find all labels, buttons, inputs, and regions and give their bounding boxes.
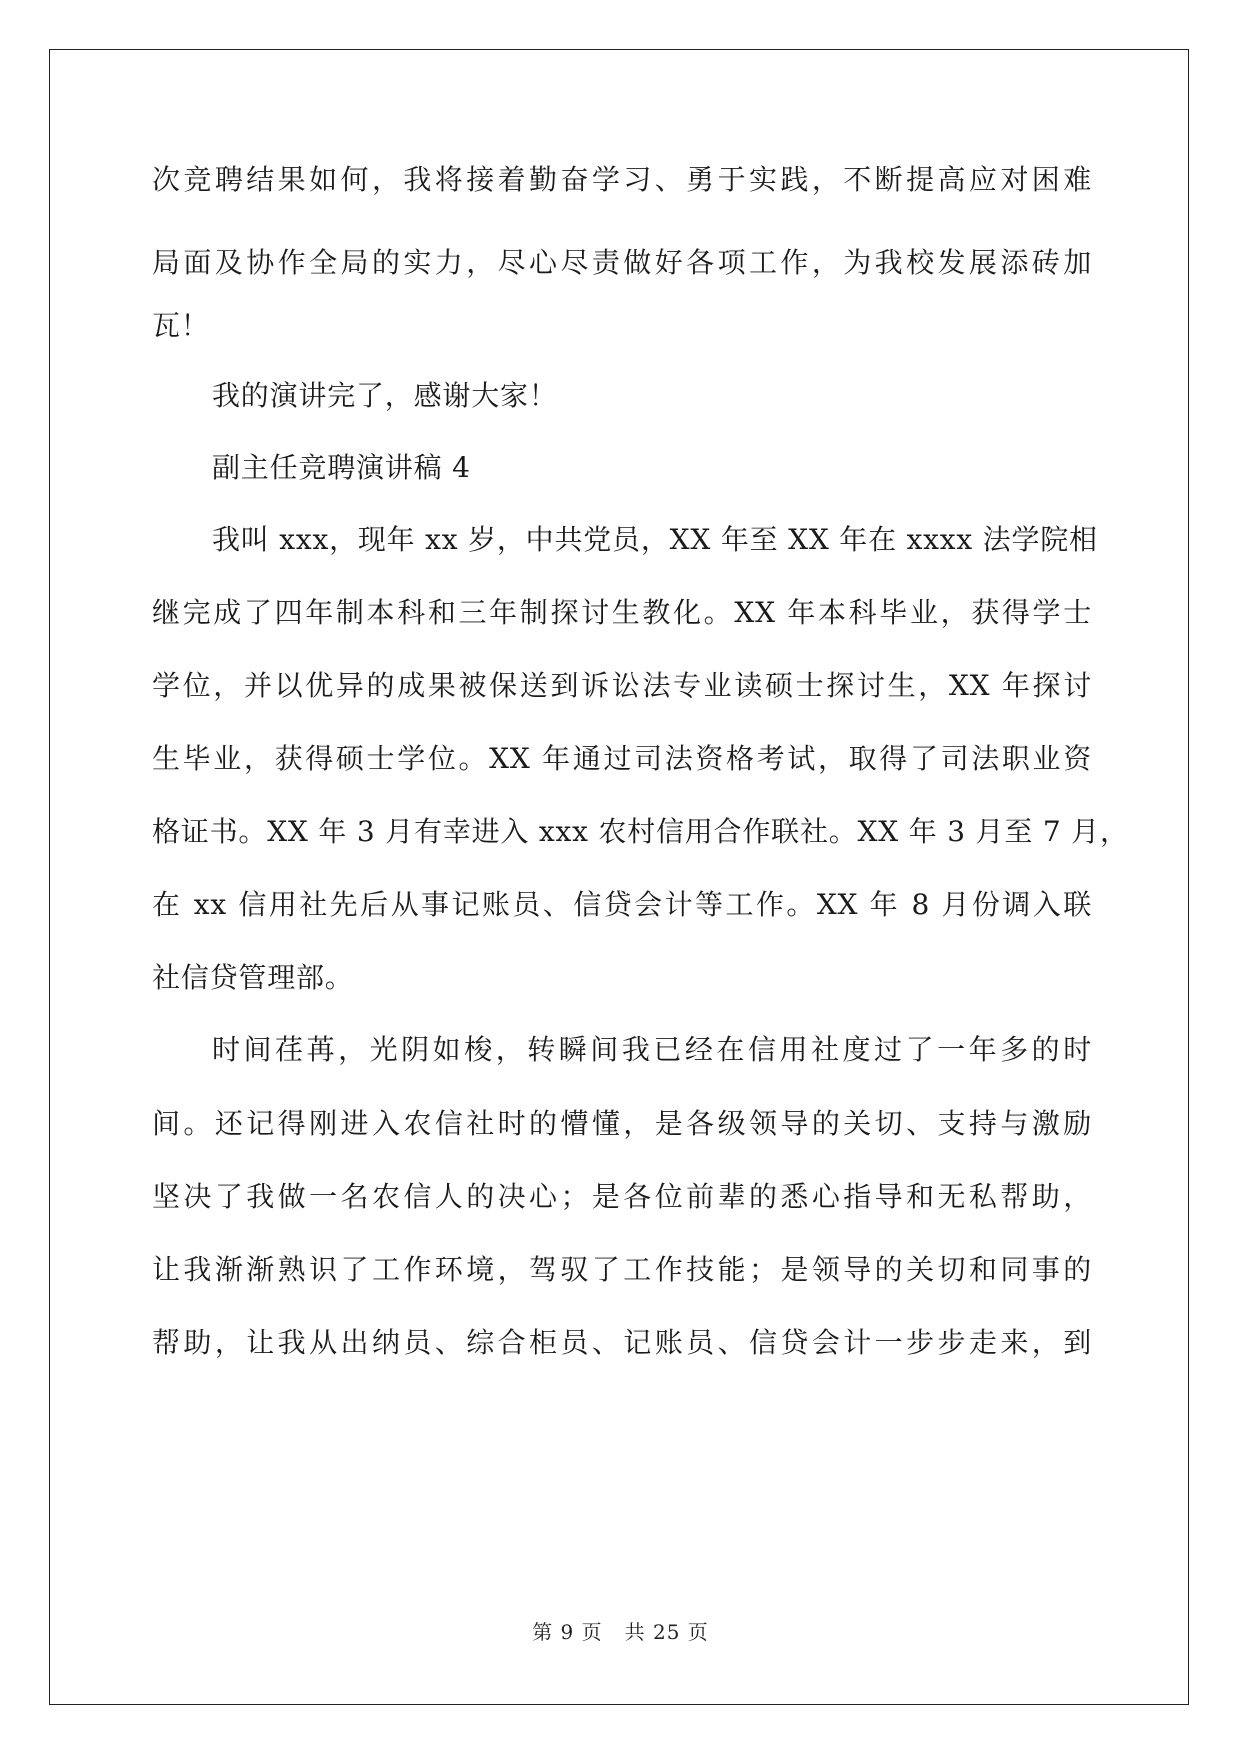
- paragraph-line: 次竞聘结果如何，我将接着勤奋学习、勇于实践，不断提高应对困难: [152, 163, 1092, 196]
- paragraph-line: 生毕业，获得硕士学位。XX 年通过司法资格考试，取得了司法职业资: [152, 742, 1092, 775]
- paragraph-line: 在 xx 信用社先后从事记账员、信贷会计等工作。XX 年 8 月份调入联: [152, 888, 1092, 921]
- page-footer: [0, 1618, 1241, 1646]
- page-total: 共 25 页: [624, 1620, 709, 1644]
- page-number: 第 9 页: [532, 1620, 603, 1644]
- section-heading: 副主任竞聘演讲稿 4: [212, 451, 471, 484]
- page-border: [49, 49, 1189, 1705]
- paragraph-line: 让我渐渐熟识了工作环境，驾驭了工作技能；是领导的关切和同事的: [152, 1253, 1092, 1286]
- paragraph-line: 我的演讲完了，感谢大家！: [212, 379, 558, 412]
- paragraph-line: 间。还记得刚进入农信社时的懵懂，是各级领导的关切、支持与激励: [152, 1107, 1092, 1140]
- paragraph-line: 继完成了四年制本科和三年制探讨生教化。XX 年本科毕业，获得学士: [152, 596, 1092, 629]
- paragraph-line: 局面及协作全局的实力，尽心尽责做好各项工作，为我校发展添砖加: [152, 246, 1092, 279]
- paragraph-line: 帮助，让我从出纳员、综合柜员、记账员、信贷会计一步步走来，到: [152, 1326, 1092, 1359]
- paragraph-line: 坚决了我做一名农信人的决心；是各位前辈的悉心指导和无私帮助，: [152, 1180, 1092, 1213]
- paragraph-line: 学位，并以优异的成果被保送到诉讼法专业读硕士探讨生，XX 年探讨: [152, 669, 1092, 702]
- paragraph-line: 格证书。XX 年 3 月有幸进入 xxx 农村信用合作联社。XX 年 3 月至 7 月，: [152, 815, 1129, 848]
- paragraph-line: 我叫 xxx，现年 xx 岁，中共党员，XX 年至 XX 年在 xxxx 法学院相: [212, 523, 1098, 556]
- paragraph-line: 时间荏苒，光阴如梭，转瞬间我已经在信用社度过了一年多的时: [212, 1033, 1092, 1066]
- paragraph-line: 社信贷管理部。: [152, 961, 354, 994]
- paragraph-line: 瓦！: [152, 309, 210, 342]
